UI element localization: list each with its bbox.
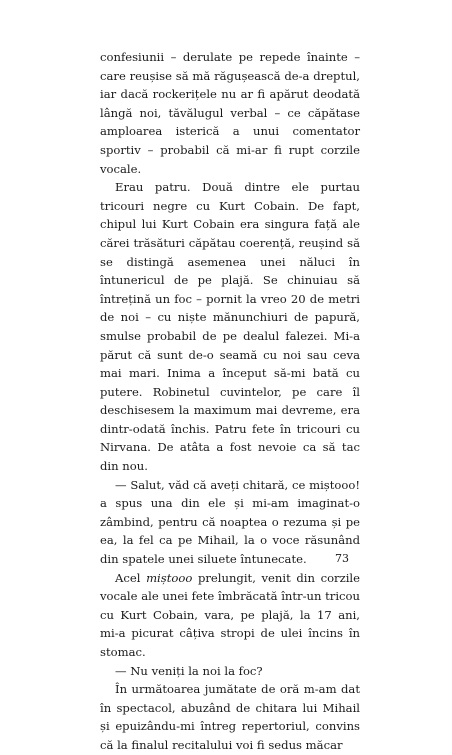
paragraph-5: — Nu veniți la noi la foc? (115, 663, 263, 678)
paragraph-4-rest: prelungit, venit din corzile vocale ale unei fete îmbrăcată într-un tricou cu Kurt Cobain, vara, pe plajă, la 17 ani, mi-a picurat câțiva stropi de ulei încins în stomac. (100, 570, 360, 659)
paragraph-2: Erau patru. Două dintre ele purtau tricouri negre cu Kurt Cobain. De fapt, chipul lui Kurt Cobain era singura față ale cărei trăsături căpătau coerență, reușind să se distingă asemenea unei năluci în întunericul de pe plajă. Se chinuiau să întrețină un foc – pornit la vreo 20 de metri de noi – cu niște mănunchiuri de papură, smulse probabil de pe dealul falezei. Mi-a părut că sunt de-o seamă cu noi sau ceva mai mari. Inima a început să-mi bată cu putere. Robinetul cuvintelor, pe care îl deschisesem la maximum mai devreme, era dintr-odată închis. Patru fete în tricouri cu Nirvana. De atâta a fost nevoie ca să tac din nou. (100, 180, 360, 474)
paragraph-4-lead: Acel (115, 570, 147, 585)
body-text (100, 48, 360, 755)
paragraph-6: În următoarea jumătate de oră m-am dat în spectacol, abuzând de chitara lui Mihail și epuizându-mi întreg repertoriul, convins că la finalul recitalului voi fi sedus măcar (100, 682, 360, 752)
emphasized-word: miștooo (146, 570, 193, 585)
page-number: 73 (335, 552, 349, 565)
paragraph-1: confesiunii – derulate pe repede înainte – care reușise să mă răgușească de-a dreptul, iar dacă rockerițele nu ar fi apărut deodată lângă noi, tăvălugul verbal – ce căpătase amploarea isterică a unui comentator sportiv – probabil că mi-ar fi rupt corzile vocale. (100, 50, 360, 176)
paragraph-4 (100, 569, 360, 662)
paragraph-3: — Salut, văd că aveți chitară, ce miștooo! a spus una din ele și mi-am imaginat-o zâmbind, pentru că noaptea o rezuma și pe ea, la fel ca pe Mihail, la o voce răsunând din spatele unei siluete întunecate. (100, 477, 360, 567)
